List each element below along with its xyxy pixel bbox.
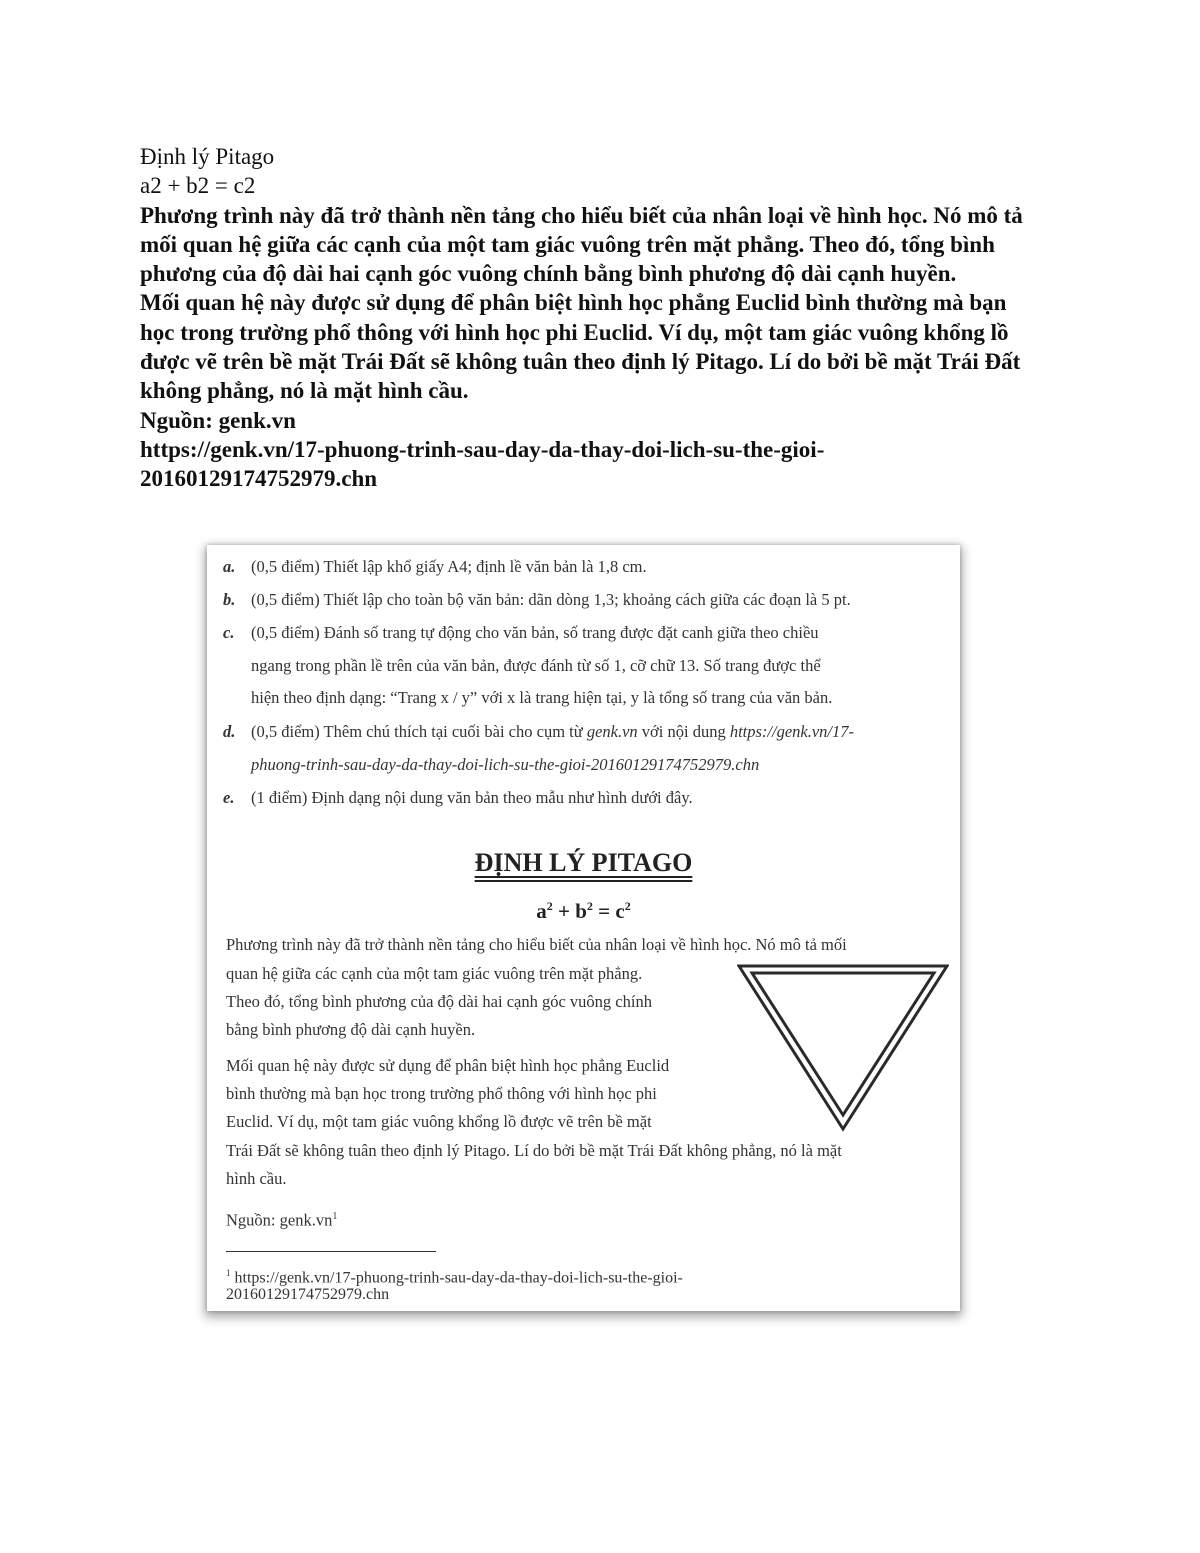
task-letter: e. [223,788,235,807]
doc-paragraph-line: phương của độ dài hai cạnh góc vuông chính bằng bình phương độ dài cạnh huyền. [140,261,957,287]
task-letter: a. [223,557,236,576]
doc-paragraph-line: không phẳng, nó là mặt hình cầu. [140,378,469,404]
footnote-divider [226,1251,436,1252]
sample-paragraph-line: Mối quan hệ này được sử dụng để phân biệt hình học phẳng Euclid [226,1056,670,1075]
doc-source: Nguồn: genk.vn [140,407,296,433]
task-text: hiện theo định dạng: “Trang x / y” với x là trang hiện tại, y là tổng số trang của văn bản. [251,688,833,707]
task-text: (0,5 điểm) Thiết lập khổ giấy A4; định lề văn bản là 1,8 cm. [251,557,647,576]
inverted-triangle-shape [737,963,949,1133]
doc-paragraph-line: được vẽ trên bề mặt Trái Đất sẽ không tuân theo định lý Pitago. Lí do bởi bề mặt Trái Đất [140,349,1021,375]
task-url: phuong-trinh-sau-day-da-thay-doi-lich-su-the-gioi-20160129174752979.chn [251,754,760,774]
sample-paragraph-line: Theo đó, tổng bình phương của độ dài hai cạnh góc vuông chính [226,992,652,1011]
sample-paragraph-line: Euclid. Ví dụ, một tam giác vuông khổng lồ được vẽ trên bề mặt [226,1112,652,1131]
doc-title: Định lý Pitago [140,144,275,169]
doc-paragraph-line: Mối quan hệ này được sử dụng để phân biệt hình học phẳng Euclid bình thường mà bạn [140,290,1007,316]
sample-paragraph-line: bình thường mà bạn học trong trường phổ thông với hình học phi [226,1084,657,1103]
task-letter: c. [223,623,235,642]
task-term: genk.vn [586,722,638,741]
task-letter: b. [223,590,236,609]
task-text: ngang trong phần lề trên của văn bản, được đánh từ số 1, cỡ chữ 13. Số trang được thể [251,655,821,675]
sample-paragraph-line: quan hệ giữa các cạnh của một tam giác vuông trên mặt phẳng. [226,964,643,983]
footnote-line: $^1$ https://genk.vn/17-phuong-trinh-sau-day-da-thay-doi-lich-su-the-gioi- [226,1268,683,1287]
sample-title: ĐỊNH LÝ PITAGO [474,848,693,877]
doc-paragraph-line: Phương trình này đã trở thành nền tảng cho hiểu biết của nhân loại về hình học. Nó mô tả [140,202,1023,228]
task-b [223,584,923,617]
sample-formula: $a^2 + b^2 = c^2$ [536,899,631,923]
document-body [140,142,1070,494]
task-d [223,716,923,781]
footnote-line: 20160129174752979.chn [226,1286,390,1303]
task-url: https://genk.vn/17- [729,722,855,741]
doc-url-line: 20160129174752979.chn [140,466,378,492]
doc-url-line: https://genk.vn/17-phuong-trinh-sau-day-da-thay-doi-lich-su-the-gioi- [140,436,825,462]
task-text: (0,5 điểm) Đánh số trang tự động cho văn bản, số trang được đặt canh giữa theo chiều [251,623,819,642]
task-c [223,617,923,715]
sample-paragraph-line: Trái Đất sẽ không tuân theo định lý Pitago. Lí do bởi bề mặt Trái Đất không phẳng, nó là mặt [226,1141,842,1160]
task-text: với nội dung [637,722,730,741]
sample-paragraph-line: Phương trình này đã trở thành nền tảng cho hiểu biết của nhân loại về hình học. Nó mô tả mối [226,935,847,954]
exercise-image [207,545,960,1311]
sample-source: Nguồn: $genk.vn^1$ [226,1210,338,1230]
task-text: (0,5 điểm) Thêm chú thích tại cuối bài cho cụm từ [251,722,587,741]
doc-paragraph-line: mối quan hệ giữa các cạnh của một tam giác vuông trên mặt phẳng. Theo đó, tổng bình [140,231,995,257]
sample-paragraph-line: bằng bình phương độ dài cạnh huyền. [226,1020,476,1039]
task-letter: d. [223,722,236,741]
doc-paragraph-line: học trong trường phổ thông với hình học phi Euclid. Ví dụ, một tam giác vuông khổng lồ [140,319,1009,345]
task-text: (1 điểm) Định dạng nội dung văn bản theo mẫu như hình dưới đây. [251,788,693,807]
sample-paragraph-line: hình cầu. [226,1169,287,1188]
task-e [223,782,923,815]
task-a [223,551,923,584]
task-text: (0,5 điểm) Thiết lập cho toàn bộ văn bản: dãn dòng 1,3; khoảng cách giữa các đoạn là 5 pt. [251,590,851,609]
doc-formula: a2 + b2 = c2 [140,173,256,199]
